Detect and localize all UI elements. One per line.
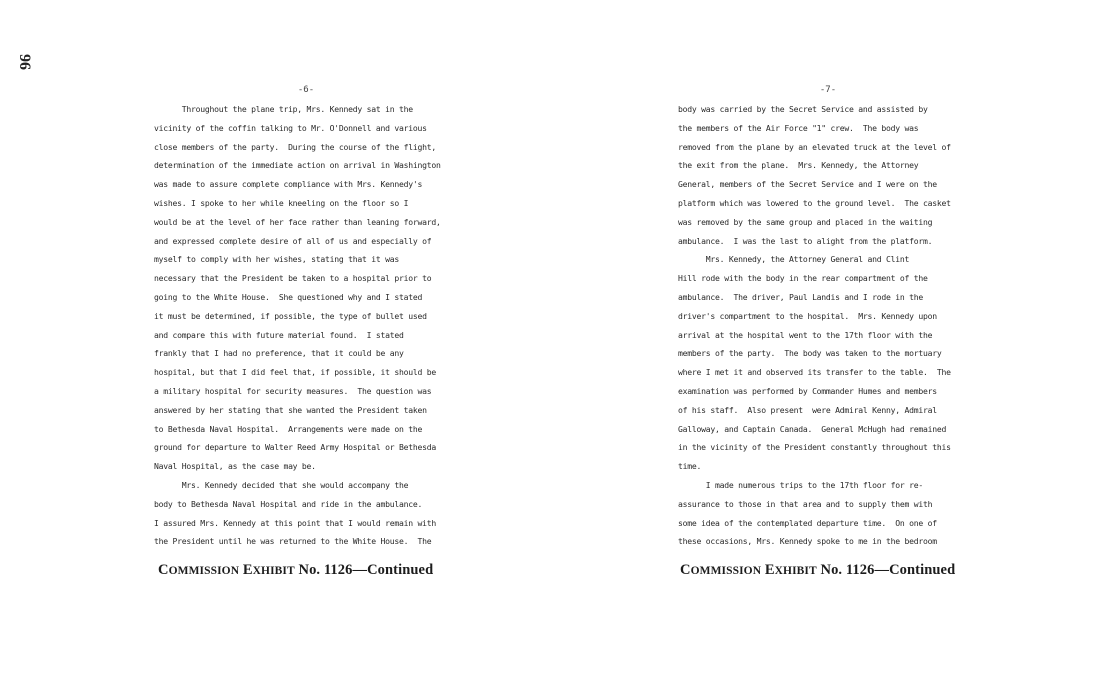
- exhibit-caption: [158, 562, 433, 579]
- text-line: close members of the party. During the course of the flight,: [154, 141, 436, 152]
- exhibit-caption-text: COMMISSION EXHIBIT No. 1126—Continued: [158, 562, 434, 578]
- text-line: in the vicinity of the President constantly throughout this: [678, 442, 951, 453]
- text-line: a military hospital for security measures. The question was: [154, 385, 432, 396]
- text-line: arrival at the hospital went to the 17th floor with the: [678, 329, 933, 340]
- text-line: and expressed complete desire of all of us and especially of: [154, 235, 432, 246]
- margin-page-number: 96: [16, 54, 33, 70]
- text-line: myself to comply with her wishes, stating that it was: [154, 254, 400, 265]
- text-line: members of the party. The body was taken to the mortuary: [678, 348, 942, 359]
- text-line: of his staff. Also present were Admiral Kenny, Admiral: [678, 404, 937, 415]
- text-line: some idea of the contemplated departure time. On one of: [678, 517, 937, 528]
- text-line: Throughout the plane trip, Mrs. Kennedy sat in the: [154, 104, 413, 114]
- text-line: assurance to those in that area and to supply them with: [678, 498, 933, 509]
- exhibit-caption-text: COMMISSION EXHIBIT No. 1126—Continued: [680, 562, 956, 578]
- page-label: -7-: [819, 85, 837, 95]
- text-line: it must be determined, if possible, the type of bullet used: [154, 310, 427, 321]
- text-line: Mrs. Kennedy decided that she would accompany the: [154, 479, 409, 490]
- text-line: body was carried by the Secret Service and assisted by: [678, 104, 928, 114]
- text-line: vicinity of the coffin talking to Mr. O'Donnell and various: [154, 122, 427, 133]
- text-line: ambulance. I was the last to alight from the platform.: [678, 235, 933, 246]
- text-line: was removed by the same group and placed in the waiting: [678, 216, 933, 227]
- text-line: ground for departure to Walter Reed Army Hospital or Bethesda: [154, 442, 436, 453]
- text-line: was made to assure complete compliance with Mrs. Kennedy's: [154, 179, 423, 190]
- text-line: these occasions, Mrs. Kennedy spoke to me in the bedroom: [678, 536, 937, 547]
- text-line: I made numerous trips to the 17th floor for re-: [678, 479, 924, 490]
- text-line: necessary that the President be taken to a hospital prior to: [154, 273, 432, 284]
- text-line: I assured Mrs. Kennedy at this point that I would remain with: [154, 517, 436, 528]
- text-line: ambulance. The driver, Paul Landis and I rode in the: [678, 291, 924, 302]
- exhibit-caption: [680, 562, 955, 579]
- text-line: examination was performed by Commander Humes and members: [678, 385, 937, 396]
- text-line: body to Bethesda Naval Hospital and ride in the ambulance.: [154, 498, 423, 509]
- text-line: answered by her stating that she wanted the President taken: [154, 404, 427, 415]
- text-line: General, members of the Secret Service and I were on the: [678, 179, 937, 190]
- text-line: driver's compartment to the hospital. Mrs. Kennedy upon: [678, 310, 937, 321]
- text-line: platform which was lowered to the ground level. The casket: [678, 197, 951, 208]
- text-line: would be at the level of her face rather than leaning forward,: [154, 216, 441, 227]
- text-line: Naval Hospital, as the case may be.: [154, 461, 316, 472]
- text-line: to Bethesda Naval Hospital. Arrangements were made on the: [154, 423, 423, 434]
- text-line: wishes. I spoke to her while kneeling on the floor so I: [154, 197, 409, 208]
- text-line: frankly that I had no preference, that it could be any: [154, 348, 404, 359]
- text-line: the President until he was returned to the White House. The: [154, 536, 432, 547]
- right-page-body: [678, 100, 963, 551]
- page-label: -6-: [297, 85, 315, 95]
- text-line: hospital, but that I did feel that, if possible, it should be: [154, 367, 436, 378]
- left-page-body: [154, 100, 454, 551]
- text-line: the exit from the plane. Mrs. Kennedy, the Attorney: [678, 160, 919, 171]
- text-line: going to the White House. She questioned why and I stated: [154, 291, 423, 302]
- text-line: time.: [678, 461, 702, 472]
- text-line: where I met it and observed its transfer to the table. The: [678, 367, 951, 378]
- text-line: determination of the immediate action on arrival in Washington: [154, 160, 441, 171]
- text-line: the members of the Air Force "1" crew. The body was: [678, 122, 919, 133]
- text-line: Hill rode with the body in the rear compartment of the: [678, 273, 928, 284]
- text-line: removed from the plane by an elevated truck at the level of: [678, 141, 951, 152]
- text-line: and compare this with future material found. I stated: [154, 329, 404, 340]
- text-line: Mrs. Kennedy, the Attorney General and Clint: [678, 254, 910, 265]
- text-line: Galloway, and Captain Canada. General McHugh had remained: [678, 423, 947, 434]
